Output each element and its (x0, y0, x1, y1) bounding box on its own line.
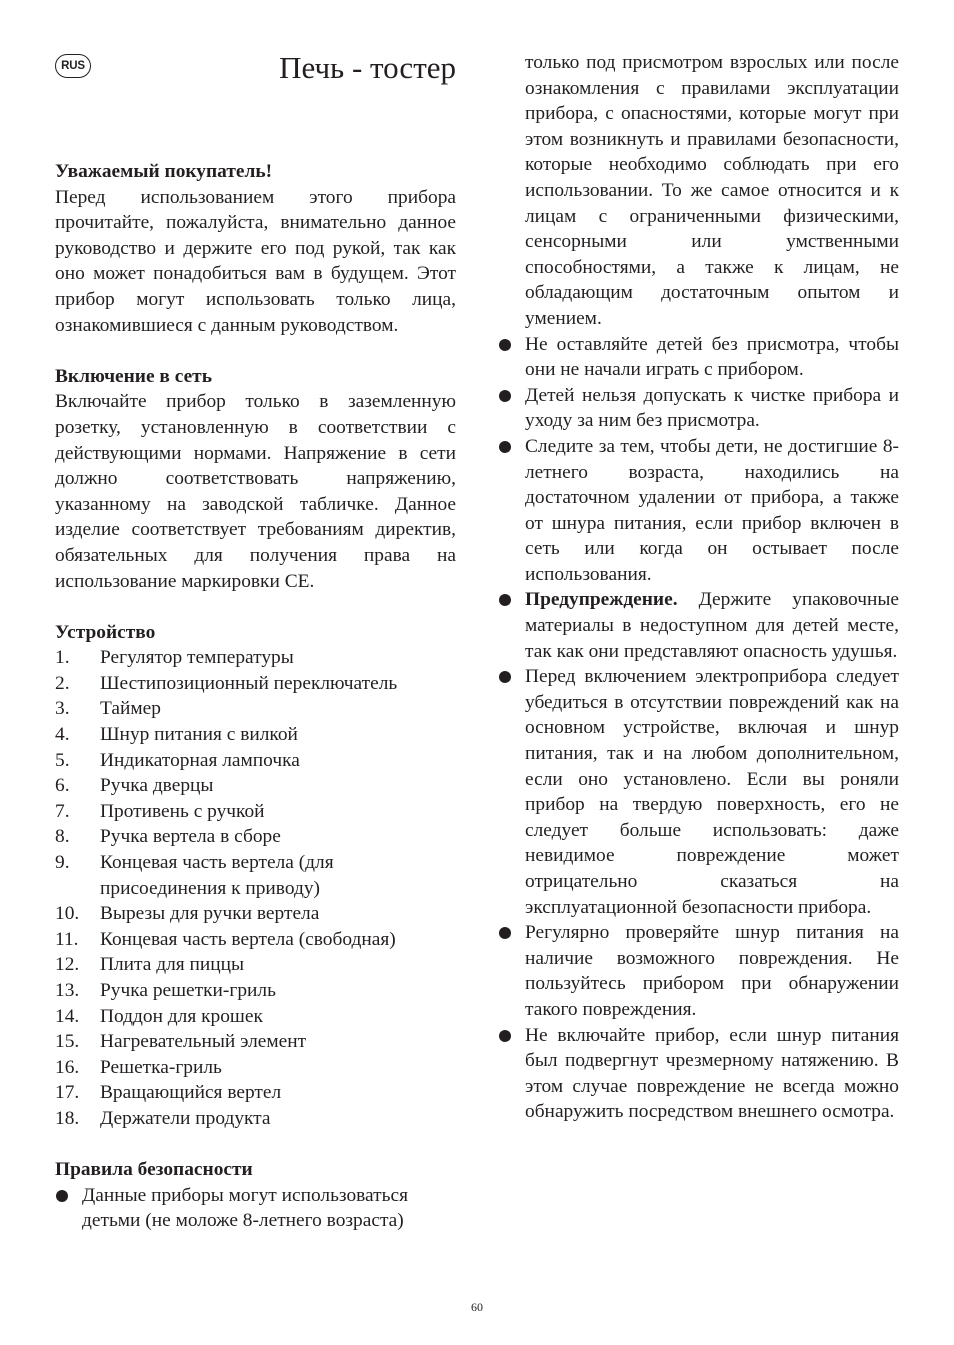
device-part-label: Держатели продукта (100, 1107, 271, 1129)
safety-bullet-text (525, 383, 899, 434)
safety-bullet-text (525, 1023, 899, 1125)
device-part-item (55, 1004, 456, 1030)
device-part-number: 11. (55, 928, 79, 950)
safety-bullet-body: Регулярно проверяйте шнур питания на наличие возможного повреждения. Не пользуйтесь прибором при обнаружении такого повреждения. (525, 922, 899, 1020)
device-part-label: Шнур питания с вилкой (100, 724, 298, 746)
safety-bullet (498, 664, 899, 920)
spacer (55, 1132, 456, 1158)
device-part-number: 1. (55, 647, 70, 669)
safety-bullet-body: Не оставляйте детей без присмотра, чтобы они не начали играть с прибором. (525, 333, 899, 381)
intro-heading: Уважаемый покупатель! (55, 161, 273, 182)
device-part-label: Концевая часть вертела (свободная) (100, 928, 396, 950)
spacer (55, 594, 456, 620)
device-part-label: Нагревательный элемент (100, 1031, 307, 1053)
device-part-item (55, 671, 456, 697)
device-part-number: 12. (55, 954, 80, 976)
device-part-item (55, 850, 456, 901)
safety-bullet-body: Держите упаковочные материалы в недоступном для детей месте, так как они представляют опасность удушья. (525, 589, 899, 662)
device-part-item (55, 1055, 456, 1081)
safety-bullet-list (498, 332, 899, 1125)
left-column (55, 159, 456, 1234)
safety-bullet (498, 383, 899, 434)
device-part-number: 6. (55, 775, 70, 797)
device-part-item (55, 1106, 456, 1132)
device-part-number: 5. (55, 749, 70, 771)
device-part-number: 4. (55, 724, 70, 746)
safety-bullet-body: Детей нельзя допускать к чистке прибора и уходу за ним без присмотра. (525, 384, 899, 432)
power-heading: Включение в сеть (55, 365, 212, 387)
right-column (498, 50, 899, 1125)
device-part-number: 18. (55, 1107, 80, 1129)
device-part-label: Ручка вертела в сборе (100, 826, 281, 848)
device-part-label: Шестипозиционный переключатель (100, 672, 398, 694)
device-part-label: Вращающийся вертел (100, 1082, 282, 1104)
device-part-label: Плита для пиццы (100, 954, 245, 976)
spacer (55, 338, 456, 364)
device-part-item (55, 748, 456, 774)
device-part-label: Таймер (100, 698, 161, 720)
safety-bullet-text (525, 920, 899, 1022)
device-part-item (55, 978, 456, 1004)
safety-bullet (498, 332, 899, 383)
warning-label: Предупреждение. (525, 589, 678, 611)
device-part-number: 3. (55, 698, 70, 720)
device-part-item (55, 1029, 456, 1055)
device-part-number: 15. (55, 1031, 80, 1053)
device-part-number: 2. (55, 672, 70, 694)
safety-bullet-text: Данные приборы могут использоваться детьми (не моложе 8-летнего возраста) (82, 1184, 408, 1232)
safety-bullet-text (525, 434, 899, 588)
device-part-label: Решетка-гриль (100, 1056, 222, 1078)
safety-bullet (55, 1183, 456, 1234)
device-part-item (55, 952, 456, 978)
device-part-label: Регулятор температуры (100, 647, 294, 669)
safety-bullet-text (525, 587, 899, 664)
device-part-number: 14. (55, 1005, 80, 1027)
page-title: Печь - тостер (279, 50, 456, 85)
safety-bullet-text (525, 664, 899, 920)
page-number: 60 (471, 1300, 483, 1314)
bullet-icon (55, 1183, 82, 1234)
device-part-label: Поддон для крошек (100, 1005, 263, 1027)
device-part-number: 17. (55, 1082, 80, 1104)
device-part-item (55, 722, 456, 748)
device-part-number: 8. (55, 826, 70, 848)
bullet-icon (498, 664, 525, 920)
power-text: Включайте прибор только в заземленную розетку, установленную в соответствии с действующими нормами. Напряжение в сети должно соответствовать напряжению, указанному на заводской табличке. Данное изделие соответствует требованиям директив, обязательных для получения права на использование маркировки CE. (55, 391, 456, 592)
safety-bullet-body: Перед включением электроприбора следует убедиться в отсутствии повреждений как на основном устройстве, включая и шнур питания, так и на любом дополнительном, если оно установлено. Если вы роняли прибор на твердую поверхность, его не следует больше использовать: даже невидимое повреждение может отрицательно сказаться на эксплуатационной безопасности прибора. (525, 666, 899, 918)
device-part-label: Ручка решетки-гриль (100, 980, 276, 1001)
bullet-icon (498, 434, 525, 588)
safety-bullet-body: Не включайте прибор, если шнур питания был подвергнут чрезмерному натяжению. В этом случае повреждение не всегда можно обнаружить посредством внешнего осмотра. (525, 1024, 899, 1123)
device-part-number: 13. (55, 980, 80, 1001)
device-part-item (55, 927, 456, 953)
safety-heading: Правила безопасности (55, 1159, 253, 1181)
device-part-label: Вырезы для ручки вертела (100, 903, 320, 925)
safety-bullet (498, 434, 899, 588)
device-heading: Устройство (55, 621, 156, 643)
device-part-item (55, 901, 456, 927)
device-part-item (55, 824, 456, 850)
safety-bullet (498, 920, 899, 1022)
device-part-item (55, 1080, 456, 1106)
device-part-label: Противень с ручкой (100, 800, 265, 822)
device-part-label: Ручка дверцы (100, 775, 214, 797)
bullet-icon (498, 332, 525, 383)
safety-bullet (498, 1023, 899, 1125)
device-parts-list (55, 645, 456, 1131)
language-badge: RUS (55, 54, 91, 78)
bullet-icon (498, 920, 525, 1022)
safety-bullet (498, 587, 899, 664)
device-part-number: 10. (55, 903, 80, 925)
intro-text: Перед использованием этого прибора прочитайте, пожалуйста, внимательно данное руководство и держите его под рукой, так как оно может понадобиться вам в будущем. Этот прибор могут использовать только лица, ознакомившиеся с данным руководством. (55, 186, 456, 336)
safety-bullet-body: Следите за тем, чтобы дети, не достигшие 8-летнего возраста, находились на достаточном удалении от прибора, а также от шнура питания, если прибор включен в сеть или когда он остывает после использования. (525, 435, 899, 585)
bullet-icon (498, 383, 525, 434)
device-part-label: Концевая часть вертела (для присоединения к приводу) (100, 852, 334, 899)
device-part-item (55, 773, 456, 799)
device-part-number: 16. (55, 1056, 80, 1078)
device-part-item (55, 799, 456, 825)
bullet-icon (498, 587, 525, 664)
bullet-icon (498, 1023, 525, 1125)
safety-bullet-continuation: только под присмотром взрослых или после ознакомления с правилами эксплуатации прибора, с опасностями, которые могут при этом возникнуть и правилами безопасности, которые необходимо соблюдать при его использовании. То же самое относится и к лицам с ограниченными физическими, сенсорными или умственными способностями, а также к лицам, не обладающим достаточным опытом и умением. (525, 52, 899, 329)
device-part-label: Индикаторная лампочка (100, 749, 300, 771)
safety-bullet-text (525, 332, 899, 383)
device-part-number: 7. (55, 800, 70, 822)
device-part-item (55, 696, 456, 722)
device-part-number: 9. (55, 852, 70, 874)
device-part-item (55, 645, 456, 671)
